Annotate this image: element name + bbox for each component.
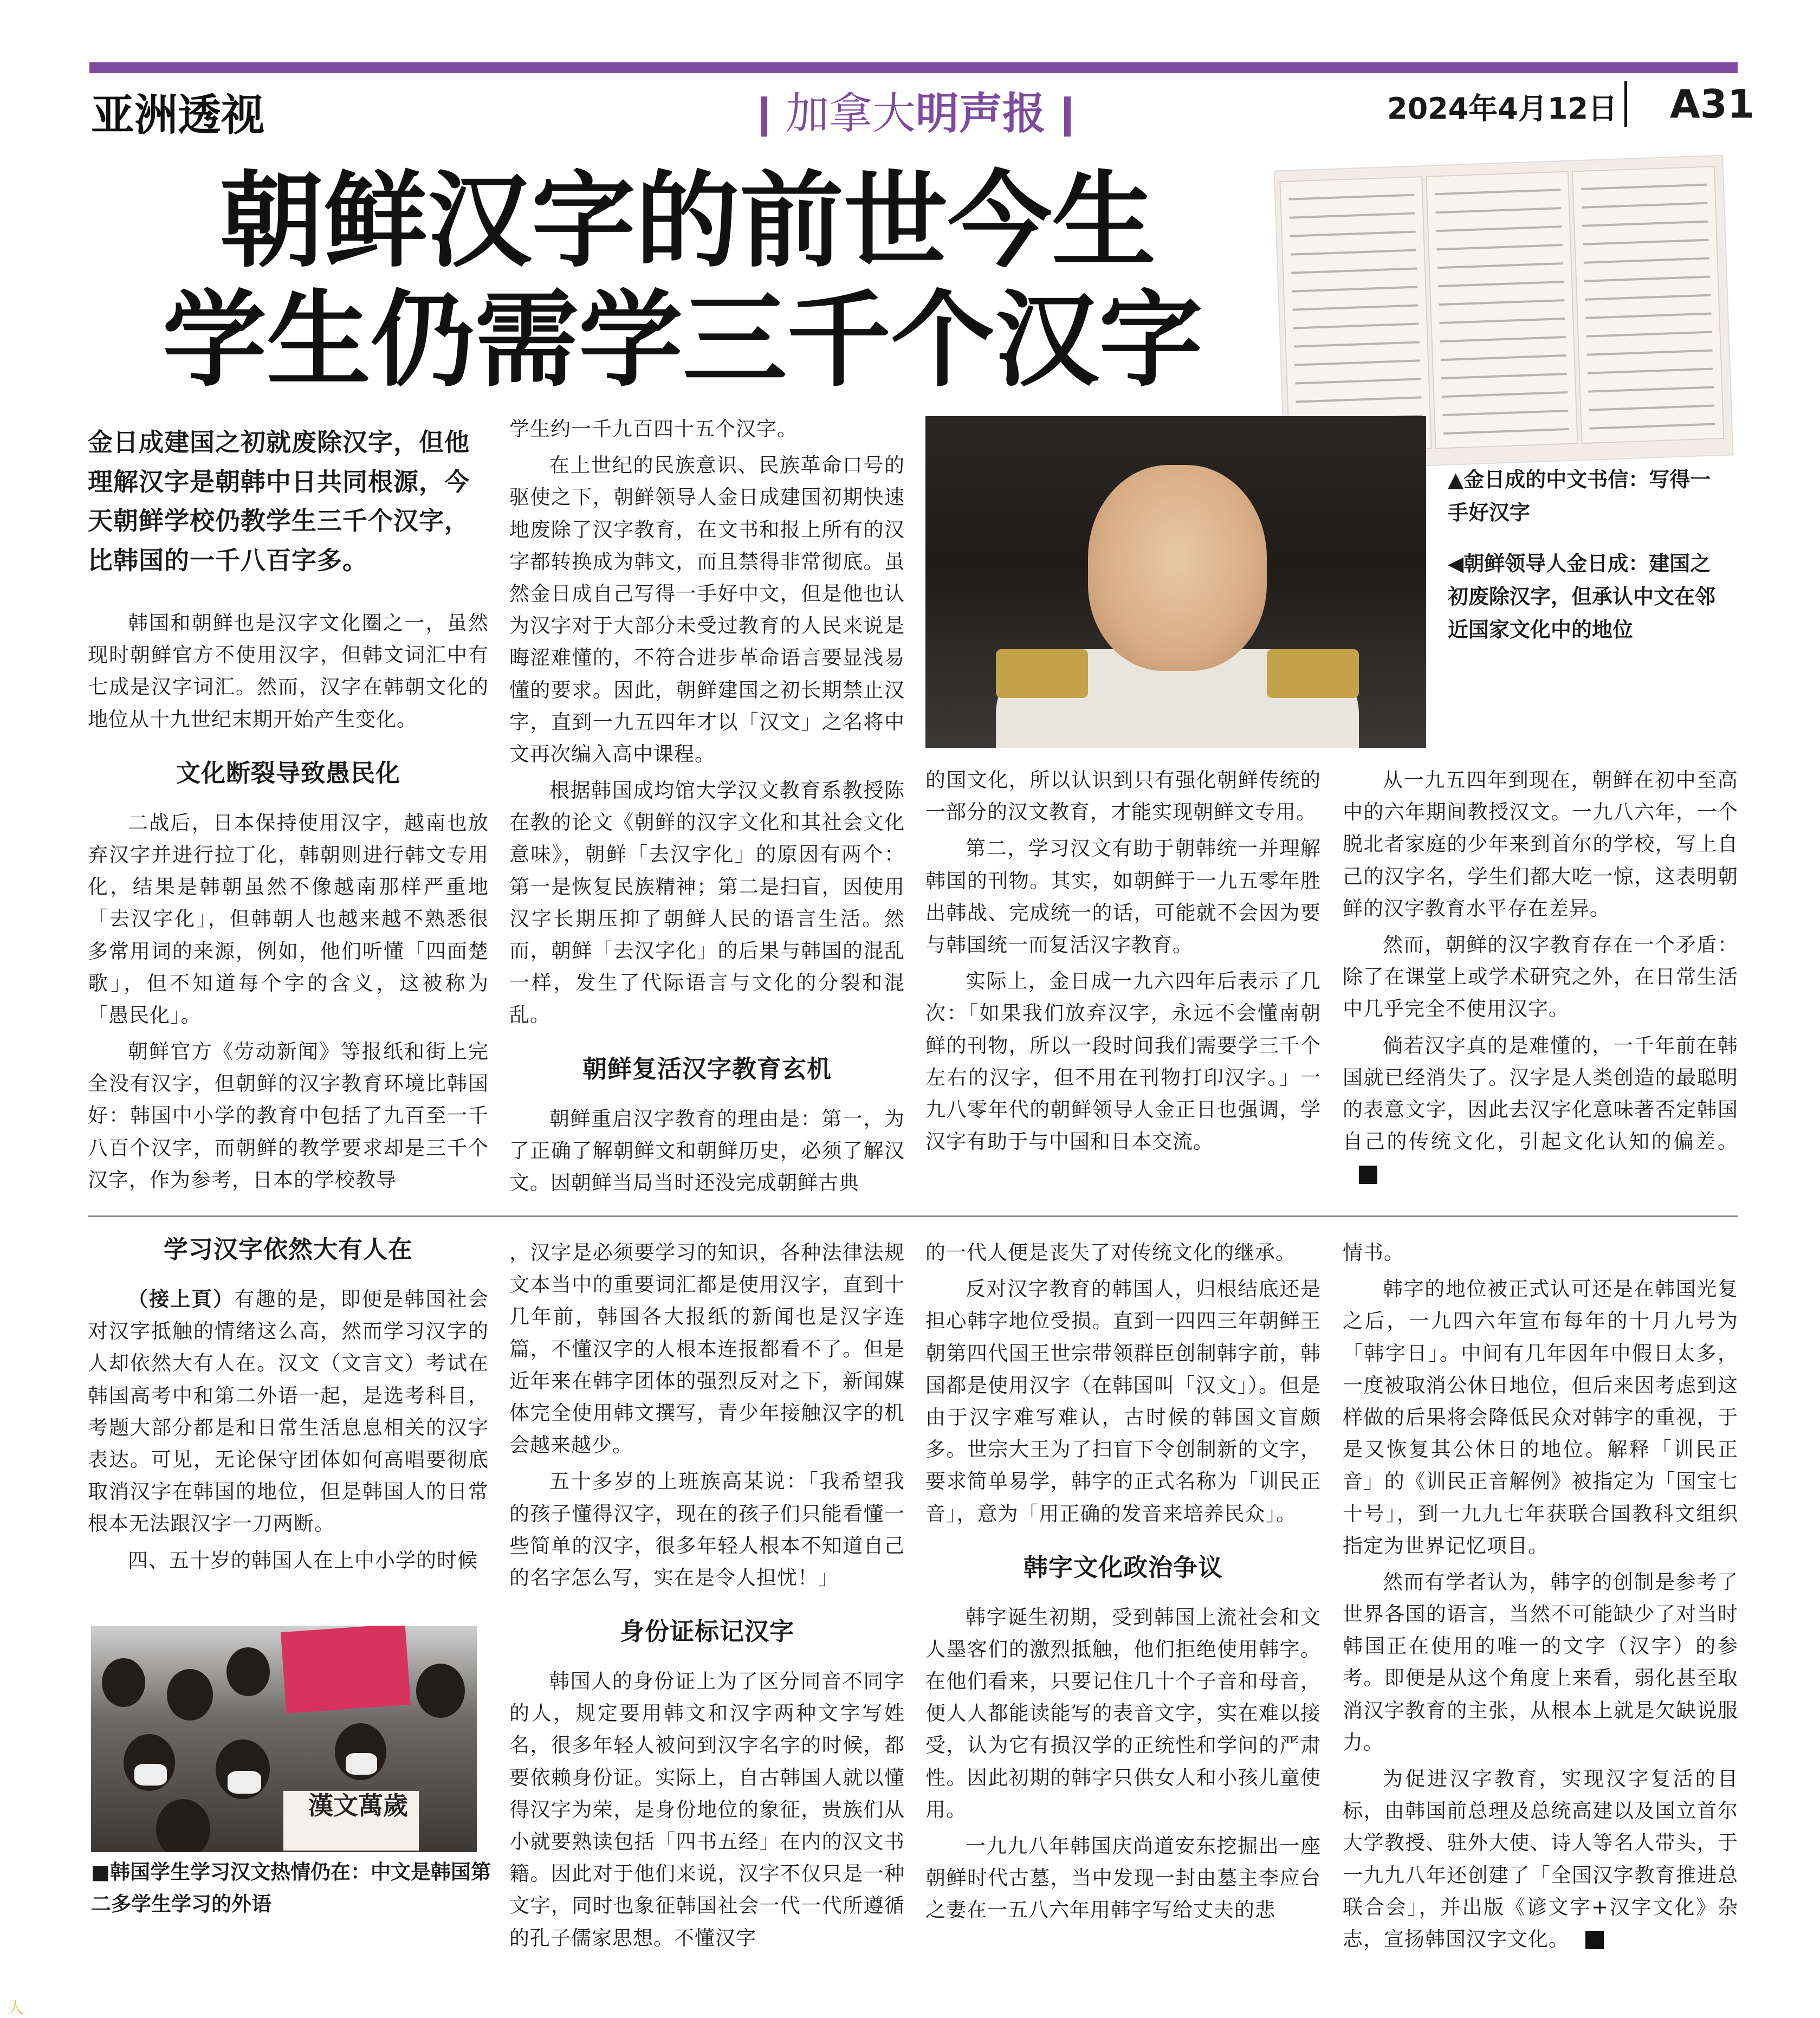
paragraph: 第二，学习汉文有助于朝韩统一并理解韩国的刊物。其实，如朝鲜于一九五零年胜出韩战、完成统一的话，可能就不会因为要与韩国统一而复活汉字教育。	[925, 837, 1321, 956]
corner-mark-icon: 人	[8, 1998, 24, 2017]
article-lead: 金日成建国之初就废除汉字，但他理解汉字是朝韩中日共同根源，今天朝鲜学校仍教学生三千个汉字，比韩国的一千八百字多。	[88, 428, 470, 575]
paragraph: 四、五十岁的韩国人在上中小学的时候	[128, 1548, 478, 1572]
paragraph: 从一九五四年到现在，朝鲜在初中至高中的六年期间教授汉文。一九八六年，一个脱北者家庭的少年来到首尔的学校，写上自己的汉字名，学生们都大吃一惊，这表明朝鲜的汉字教育水平存在差异。	[1343, 768, 1738, 920]
headline-line1: 朝鲜汉字的前世今生	[219, 161, 1156, 282]
bottom-col-3	[925, 1237, 1321, 1931]
paragraph: 朝鲜官方《劳动新闻》等报纸和街上完全没有汉字，但朝鲜的汉字教育环境比韩国好：韩国中小学的教育中包括了九百至一千八百个汉字，而朝鲜的教学要求却是三千个汉字，作为参考，日本的学校教导	[88, 1040, 489, 1192]
page-number: A31	[1670, 81, 1754, 127]
students-photo	[91, 1626, 477, 1852]
paragraph: 然而有学者认为，韩字的创制是参考了世界各国的语言，当然不可能缺少了对当时韩国正在使用的唯一的文字（汉字）的参考。即便是从这个角度上来看，弱化甚至取消汉字教育的主张，从根本上就是欠缺说服力。	[1343, 1570, 1738, 1754]
subheading: 朝鲜复活汉字教育玄机	[582, 1054, 832, 1083]
paragraph: 在上世纪的民族意识、民族革命口号的驱使之下，朝鲜领导人金日成建国初期快速地废除了汉字教育，在文书和报上所有的汉字都转换成为韩文，而且禁得非常彻底。虽然金日成自己写得一手好中文，但是他也认为汉字对于大部分未受过教育的人民来说是晦涩难懂的，不符合进步革命语言要显浅易懂的要求。因此，朝鲜建国之初长期禁止汉字，直到一九五四年才以「汉文」之名将中文再次编入高中课程。	[509, 454, 905, 766]
section-title: 亚洲透视	[91, 89, 264, 140]
masthead-bold: 明声报	[916, 88, 1046, 139]
paragraph: 实际上，金日成一九六四年后表示了几次：「如果我们放弃汉字，永远不会懂南朝鲜的刊物，所以一段时间我们需要学三千个左右的汉字，但不用在刊物打印汉字。」一九八零年代的朝鲜领导人金正日也强调，学汉字有助于与中国和日本交流。	[925, 969, 1321, 1154]
masthead-bar-right	[1064, 96, 1071, 137]
top-col-2	[509, 413, 905, 1203]
paragraph	[1343, 1030, 1738, 1190]
paragraph-text: 有趣的是，即便是韩国社会对汉字抵触的情绪这么高，然而学习汉字的人却依然大有人在。汉文（文言文）考试在韩国高考中和第二外语一起，是选考科目，考题大部分都是和日常生活息息相关的汉字表达。可见，无论保守团体如何高唱要彻底取消汉字在韩国的地位，但是韩国人的日常根本无法跟汉字一刀两断。	[88, 1288, 489, 1536]
paragraph: ，汉字是必须要学习的知识，各种法律法规文本当中的重要词汇都是使用汉字，直到十几年前，韩国各大报纸的新闻也是汉字连篇，不懂汉字的人根本连报都看不了。但是近年来在韩字团体的强烈反对之下，新闻媒体完全使用韩文撰写，青少年接触汉字的机会越来越少。	[509, 1241, 905, 1457]
masthead-light: 加拿大	[786, 88, 916, 139]
headline-line2: 学生仍需学三千个汉字	[163, 280, 1203, 401]
paragraph: 韩字诞生初期，受到韩国上流社会和文人墨客们的激烈抵触，他们拒绝使用韩字。在他们看来，只要记住几十个子音和母音，便人人都能读能写的表音文字，实在难以接受，认为它有损汉学的正统性和学问的严肃性。因此初期的韩字只供女人和小孩儿童使用。	[925, 1605, 1321, 1821]
paragraph: 然而，朝鲜的汉字教育存在一个矛盾：除了在课堂上或学术研究之外，在日常生活中几乎完全不使用汉字。	[1343, 933, 1738, 1021]
bottom-col-1	[88, 1226, 489, 1581]
masthead-bar-left	[761, 96, 767, 137]
paragraph: 反对汉字教育的韩国人，归根结底还是担心韩字地位受损。直到一四四三年朝鲜王朝第四代国王世宗带领群臣创制韩字前，韩国都是使用汉字（在韩国叫「汉文」）。但是由于汉字难写难认，古时候的韩国文盲颇多。世宗大王为了扫盲下令创制新的文字，要求简单易学，韩字的正式名称为「训民正音」，意为「用正确的发音来培养民众」。	[925, 1277, 1321, 1525]
subheading: 文化断裂导致愚民化	[176, 758, 400, 787]
placard-text: 漢文萬歲	[283, 1791, 419, 1851]
paragraph: 一九九八年韩国庆尚道安东挖掘出一座朝鲜时代古墓，当中发现一封由墓主李应台之妻在一五八六年用韩字写给丈夫的悲	[925, 1834, 1321, 1922]
paragraph: 韩国和朝鲜也是汉字文化圈之一，虽然现时朝鲜官方不使用汉字，但韩文词汇中有七成是汉字词汇。然而，汉字在韩朝文化的地位从十九世纪末期开始产生变化。	[88, 611, 489, 731]
bottom-col-2	[509, 1237, 905, 1958]
issue-date: 2024年4月12日	[1387, 92, 1618, 126]
paragraph: 二战后，日本保持使用汉字，越南也放弃汉字并进行拉丁化，韩朝则进行韩文专用化，结果是韩朝虽然不像越南那样严重地「去汉字化」，但韩朝人也越来越不熟悉很多常用词的来源，例如，他们听懂「四面楚歌」，但不知道每个字的含义，这被称为「愚民化」。	[88, 811, 489, 1027]
masthead	[742, 79, 1089, 139]
paragraph: 的国文化，所以认识到只有强化朝鲜传统的一部分的汉文教育，才能实现朝鲜文专用。	[925, 768, 1321, 824]
paragraph: 五十多岁的上班族高某说：「我希望我的孩子懂得汉字，现在的孩子们只能看懂一些简单的汉字，很多年轻人根本不知道自己的名字怎么写，实在是令人担忧！」	[509, 1470, 905, 1589]
paragraph	[88, 1283, 489, 1540]
paragraph: 根据韩国成均馆大学汉文教育系教授陈在教的论文《朝鲜的汉字文化和其社会文化意味》，朝鲜「去汉字化」的原因有两个：第一是恢复民族精神；第二是扫盲，因使用汉字长期压抑了朝鲜人民的语言生活。然而，朝鲜「去汉字化」的后果与韩国的混乱一样，发生了代际语言与文化的分裂和混乱。	[509, 779, 905, 1027]
header-divider	[1624, 81, 1627, 127]
section-divider	[88, 1215, 1738, 1217]
paragraph: 韩国人的身份证上为了区分同音不同字的人，规定要用韩文和汉字两种文字写姓名，很多年轻人被问到汉字名字的时候，都要依赖身份证。实际上，自古韩国人就以懂得汉字为荣，是身份地位的象征，贵族们从小就要熟读包括「四书五经」在内的汉文书籍。因此对于他们来说，汉字不仅只是一种文字，同时也象征韩国社会一代一代所遵循的孔子儒家思想。不懂汉字	[509, 1670, 905, 1950]
paragraph: 的一代人便是丧失了对传统文化的继承。	[925, 1241, 1296, 1264]
top-col-1	[88, 607, 489, 1200]
letter-caption: ▲金日成的中文书信：写得一手好汉字	[1448, 468, 1711, 525]
end-mark	[1359, 1166, 1377, 1184]
paragraph: 学生约一千九百四十五个汉字。	[509, 417, 798, 441]
students-caption: ■韩国学生学习汉文热情仍在：中文是韩国第二多学生学习的外语	[91, 1860, 491, 1916]
paragraph-text: 为促进汉字教育，实现汉字复活的目标，由韩国前总理及总统高建以及国立首尔大学教授、驻外大使、诗人等名人带头，于一九九八年还创建了「全国汉字教育推进总联合会」，并出版《谚文字+汉字文化》杂志，宣扬韩国汉字文化。	[1343, 1767, 1738, 1951]
paragraph: 韩字的地位被正式认可还是在韩国光复之后，一九四六年宣布每年的十月九号为「韩字日」。中间有几年因年中假日太多，一度被取消公休日地位，但后来因考虑到这样做的后果将会降低民众对韩字的重视，于是又恢复其公休日的地位。解释「训民正音」的《训民正音解例》被指定为「国宝七十号」，到一九九七年获联合国教科文组织指定为世界记忆项目。	[1343, 1277, 1738, 1557]
top-col-4	[1343, 764, 1738, 1194]
end-mark	[1585, 1931, 1604, 1949]
paragraph: 朝鲜重启汉字教育的理由是：第一，为了正确了解朝鲜文和朝鲜历史，必须了解汉文。因朝鲜当局当时还没完成朝鲜古典	[509, 1107, 905, 1194]
subheading: 韩字文化政治争议	[1023, 1553, 1223, 1582]
subheading: 学习汉字依然大有人在	[163, 1235, 413, 1264]
subheading: 身份证标记汉字	[619, 1617, 794, 1646]
paragraph	[1343, 1763, 1738, 1955]
paragraph-text: 倘若汉字真的是难懂的，一千年前在韩国就已经消失了。汉字是人类创造的最聪明的表意文字，因此去汉字化意味著否定韩国自己的传统文化，引起文化认知的偏差。	[1343, 1033, 1738, 1154]
top-col-3	[925, 764, 1321, 1162]
paragraph: 情书。	[1343, 1241, 1404, 1264]
bottom-col-4	[1343, 1237, 1738, 1959]
portrait-caption: ◀朝鲜领导人金日成：建国之初废除汉字，但承认中文在邻近国家文化中的地位	[1448, 552, 1716, 642]
header-rule	[89, 62, 1738, 73]
continued-tag: （接上頁）	[128, 1288, 235, 1311]
leader-portrait-photo	[925, 416, 1426, 748]
